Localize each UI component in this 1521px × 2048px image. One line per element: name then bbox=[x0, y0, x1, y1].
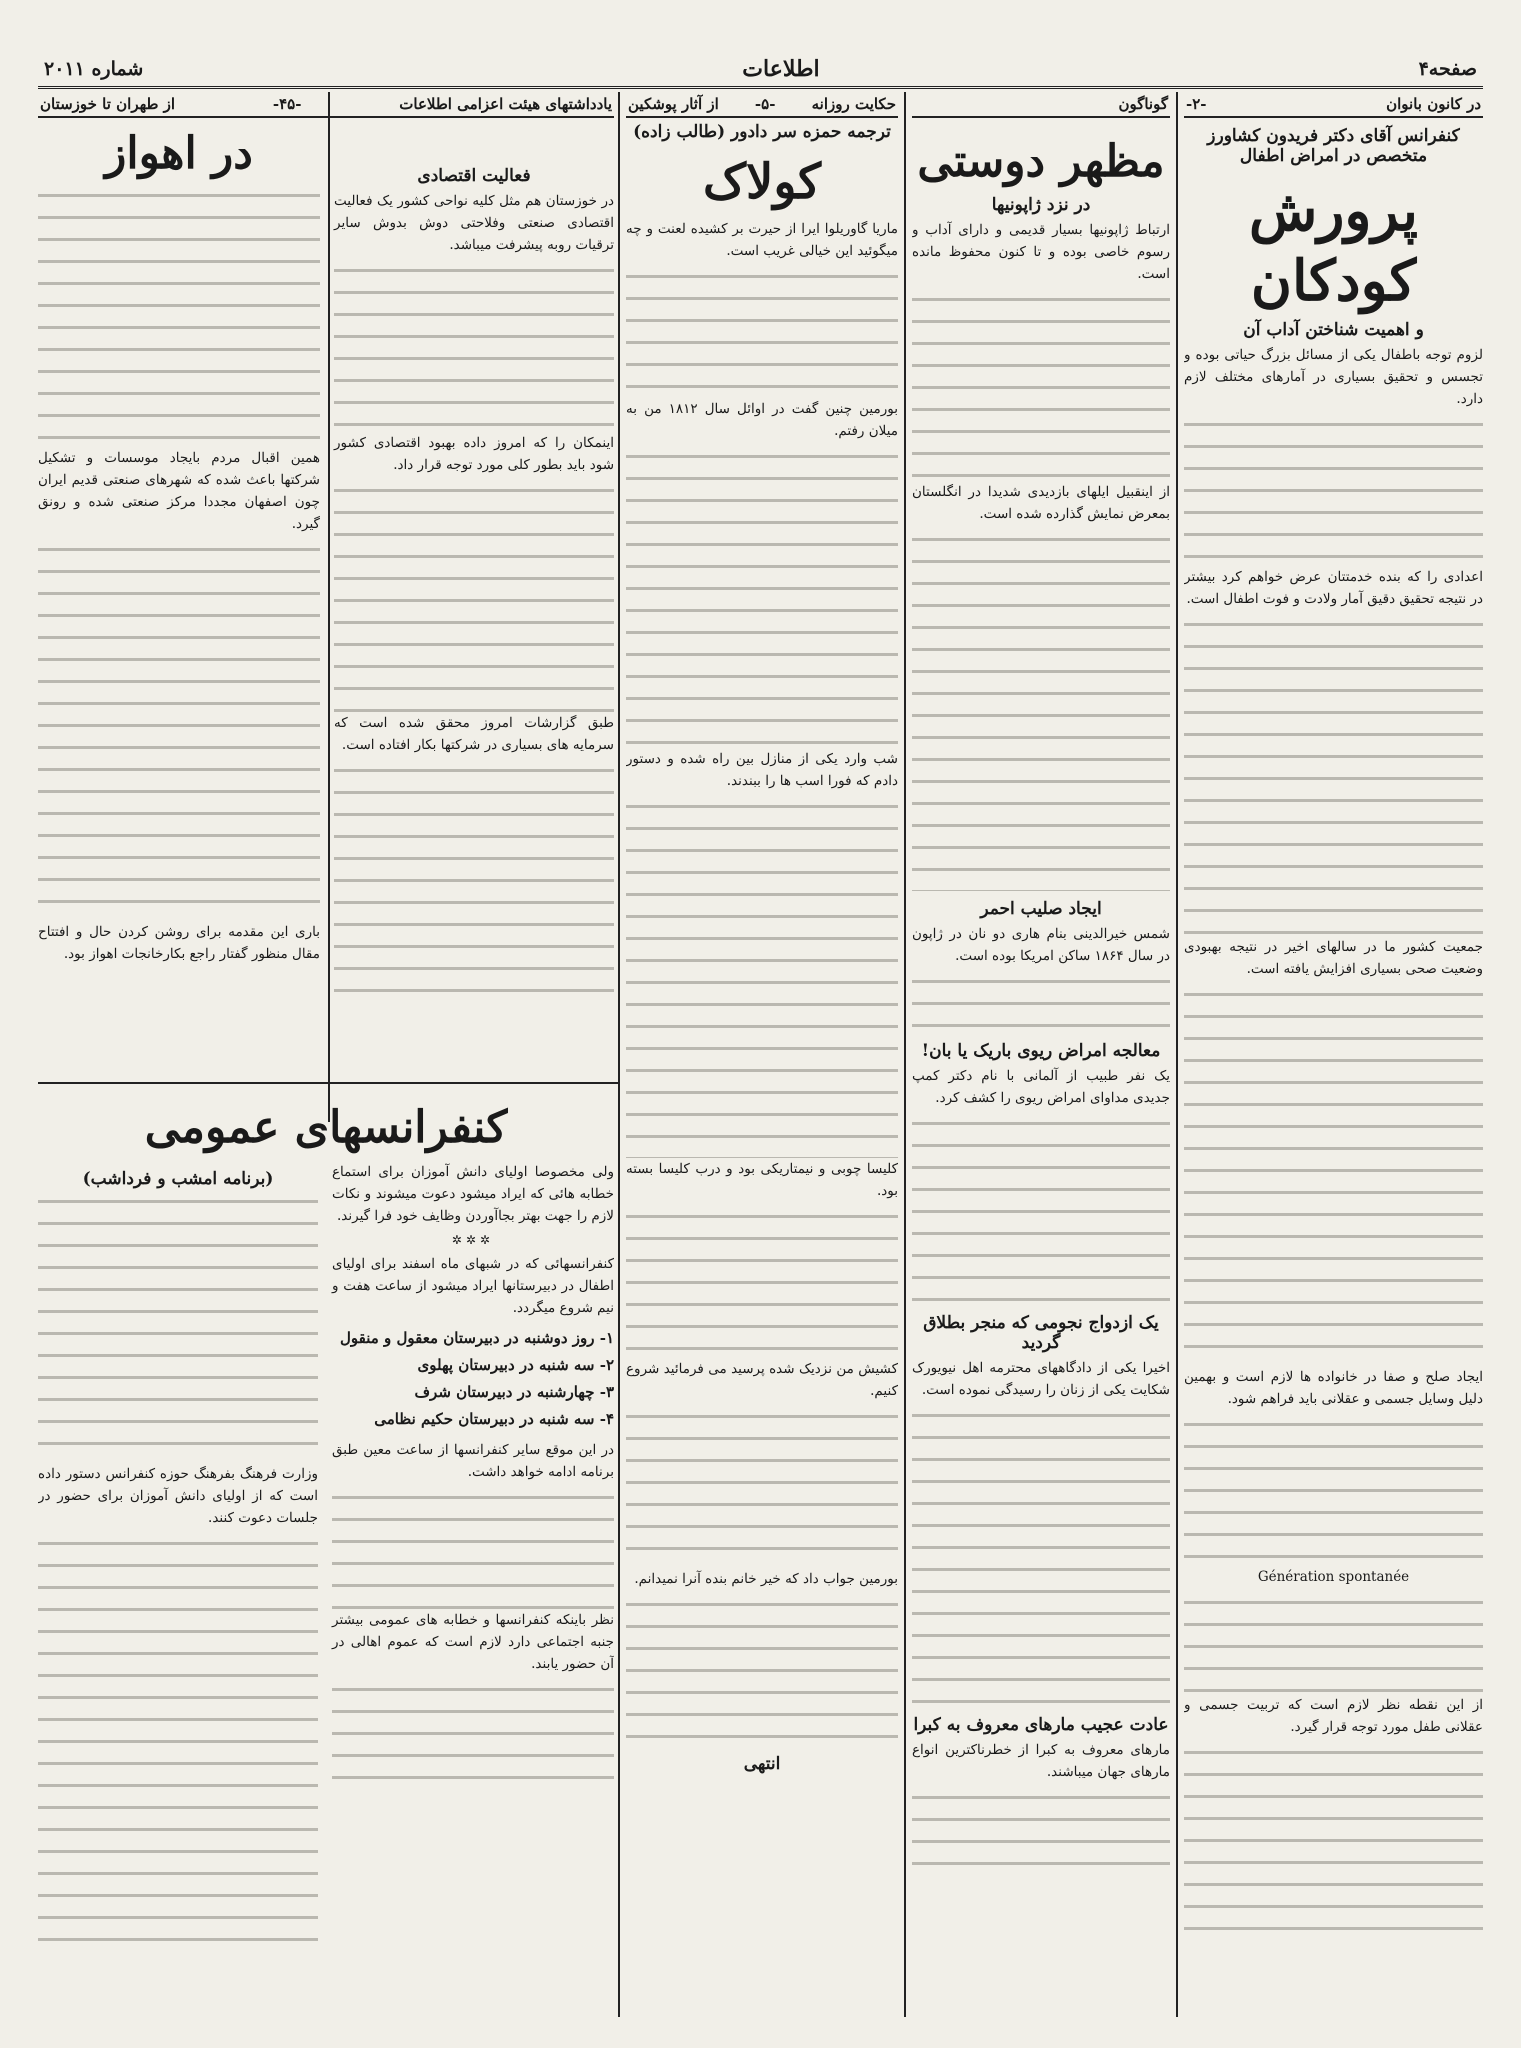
paragraph: ارتباط ژاپونیها بسیار قدیمی و دارای آداب و رسوم خاصی بوده و تا کنون محفوظ مانده است. bbox=[912, 221, 1170, 282]
section-rule bbox=[38, 1082, 618, 1084]
article-title: کنفرانسهای عمومی bbox=[144, 1102, 508, 1153]
paragraph: اخیرا یکی از دادگاههای محترمه اهل نیویورک شکایت یکی از زنان را رسیدگی نموده است. bbox=[912, 1359, 1170, 1398]
paragraph: لزوم توجه باطفال یکی از مسائل بزرگ حیاتی بوده و تجسس و تحقیق بسیاری در آمارهای مختلف لازم دارد. bbox=[1184, 347, 1483, 407]
paragraph: Génération spontanée bbox=[1257, 1569, 1410, 1585]
paragraph: بورمین چنین گفت در اوائل سال ۱۸۱۲ من به میلان رفتم. bbox=[626, 400, 898, 439]
section-heading: معالجه امراض ریوی باریک یا بان! bbox=[921, 1040, 1161, 1061]
paragraph: در این موقع سایر کنفرانسها از ساعت معین طبق برنامه ادامه خواهد داشت. bbox=[332, 1441, 614, 1480]
paragraph: ماریا گاوریلوا ایرا از حیرت بر کشیده لعنت و چه میگوئید این خیالی غریب است. bbox=[626, 220, 898, 259]
section-kicker: گوناگون bbox=[912, 92, 1170, 118]
article-title: در اهواز bbox=[105, 128, 253, 179]
article-title: پرورش کودکان bbox=[1249, 178, 1418, 314]
paragraph: اینمکان را که امروز داده بهبود اقتصادی کشور شود باید بطور کلی مورد توجه قرار داد. bbox=[334, 435, 614, 473]
article-subtitle: و اهمیت شناختن آداب آن bbox=[1243, 320, 1424, 340]
section-kicker: در کانون بانوان -۲- bbox=[1184, 92, 1483, 118]
schedule-item: ۳- چهارشنبه در دبیرستان شرف bbox=[414, 1382, 614, 1401]
paragraph: کنفرانسهائی که در شبهای ماه اسفند برای اولیای اطفال در دبیرستانها ایراد میشود از ساعت هفت و نیم شروع میگردد. bbox=[332, 1255, 614, 1316]
issue-number: شماره ۲۰۱۱ bbox=[44, 58, 144, 80]
paragraph: نظر باینکه کنفرانسها و خطابه های عمومی بیشتر جنبه اجتماعی دارد لازم است که عموم اهالی در آن حضور یابند. bbox=[332, 1611, 614, 1672]
program-heading: (برنامه امشب و فرداشب) bbox=[82, 1168, 274, 1189]
paragraph: از این نقطه نظر لازم است که تربیت جسمی و عقلانی طفل مورد توجه قرار گیرد. bbox=[1184, 1697, 1483, 1735]
paragraph: باری این مقدمه برای روشن کردن حال و افتتاح مقال منظور گفتار راجع بکارخانجات اهواز بود. bbox=[38, 923, 320, 962]
paragraph: در خوزستان هم مثل کلیه نواحی کشور یک فعالیت اقتصادی صنعتی وفلاحتی دوش بدوش سایر ترقیات روبه پیشرفت میباشد. bbox=[334, 193, 614, 253]
paragraph: مارهای معروف به کبرا از خطرناکترین انواع مارهای جهان میباشند. bbox=[912, 1741, 1170, 1780]
paragraph: جمعیت کشور ما در سالهای اخیر در نتیجه بهبودی وضعیت صحی بسیاری افزایش یافته است. bbox=[1184, 939, 1483, 977]
schedule-item: ۲- سه شنبه در دبیرستان پهلوی bbox=[417, 1355, 614, 1374]
paragraph: یک نفر طبیب از آلمانی با نام دکتر کمپ جدیدی مداوای امراض ریوی را کشف کرد. bbox=[912, 1067, 1170, 1106]
section-heading: عادت عجیب مارهای معروف به کبرا bbox=[913, 1714, 1169, 1735]
paragraph: کلیسا چوبی و نیمتاریکی بود و درب کلیسا بسته بود. bbox=[626, 1160, 898, 1199]
section-heading: ایجاد صلیب احمر bbox=[980, 898, 1102, 919]
paragraph: وزارت فرهنگ بفرهنگ حوزه کنفرانس دستور داده است که از اولیای دانش آموزان برای حضور در جلسات دعوت کنند. bbox=[38, 1465, 318, 1526]
paragraph: بورمین جواب داد که خیر خانم بنده آنرا نمیدانم. bbox=[634, 1570, 898, 1587]
paragraph: کشیش من نزدیک شده پرسید می فرمائید شروع کنیم. bbox=[626, 1360, 898, 1399]
story-blizzard bbox=[626, 92, 898, 2017]
section-heading: یک ازدواج نجومی که منجر بطلاق گردید bbox=[923, 1312, 1159, 1353]
schedule-item: ۱- روز دوشنبه در دبیرستان معقول و منقول bbox=[340, 1328, 614, 1347]
masthead bbox=[38, 52, 1483, 89]
story-end: انتهی bbox=[743, 1753, 781, 1774]
story-title: کولاک bbox=[703, 154, 821, 210]
article-title: مظهر دوستی bbox=[917, 136, 1165, 187]
article-intro: کنفرانس آقای دکتر فریدون کشاورز متخصص در امراض اطفال bbox=[1207, 126, 1460, 166]
paragraph: اعدادی را که بنده خدمتتان عرض خواهم کرد بیشتر در نتیجه تحقیق دقیق آمار ولادت و فوت اطفال است. bbox=[1184, 569, 1483, 607]
paragraph: طبق گزارشات امروز محقق شده است که سرمایه های بسیاری در شرکتها بکار افتاده است. bbox=[334, 715, 614, 753]
column-rule bbox=[904, 92, 906, 2017]
article-child-rearing bbox=[1184, 92, 1483, 2017]
byline: ترجمه حمزه سر دادور (طالب زاده) bbox=[633, 122, 891, 142]
paper-name: اطلاعات bbox=[742, 56, 820, 82]
paragraph: همین اقبال مردم بایجاد موسسات و تشکیل شرکتها باعث شده که شهرهای صنعتی قدیم ایران چون اصفهان مجددا مرکز صنعتی شده و رونق گیرد. bbox=[38, 449, 320, 532]
article-friendship bbox=[912, 92, 1170, 2017]
conference-schedule bbox=[332, 1325, 614, 1433]
ornament: ✲✲✲ bbox=[451, 1232, 495, 1247]
section-kicker: یادداشتهای هیئت اعزامی اطلاعات -۴۵- از طهران تا خوزستان bbox=[38, 92, 614, 118]
article-conferences bbox=[38, 1092, 614, 2017]
page-number: صفحه۴ bbox=[1418, 58, 1477, 80]
section-heading: فعالیت اقتصادی bbox=[417, 166, 531, 186]
paragraph: ولی مخصوصا اولیای دانش آموزان برای استماع خطابه هائی که ایراد میشود دعوت میشوند و نکات لازم را جهت بهتر بجاآوردن وظایف خود فرا گیرند. bbox=[332, 1163, 614, 1224]
paragraph: شب وارد یکی از منازل بین راه شده و دستور دادم که فورا اسب ها را ببندند. bbox=[626, 750, 898, 789]
column-rule bbox=[618, 92, 620, 2017]
schedule-item: ۴- سه شنبه در دبیرستان حکیم نظامی bbox=[374, 1409, 614, 1428]
paragraph: از اینقبیل ایلهای بازدیدی شدیدا در انگلستان بمعرض نمایش گذارده شده است. bbox=[912, 483, 1170, 522]
paragraph: ایجاد صلح و صفا در خانواده ها لازم است و بهمین دلیل وسایل جسمی و عقلانی باید فراهم شود. bbox=[1184, 1369, 1483, 1407]
column-rule bbox=[1176, 92, 1178, 2017]
article-subtitle: در نزد ژاپونیها bbox=[991, 194, 1091, 215]
paragraph: شمس خیرالدینی بنام هاری دو نان در ژاپون در سال ۱۸۶۴ ساکن امریکا بوده است. bbox=[912, 925, 1170, 964]
article-ahvaz bbox=[38, 92, 614, 1077]
section-kicker: حکایت روزانه -۵- از آثار پوشکین bbox=[626, 92, 898, 118]
newspaper-page bbox=[38, 52, 1483, 2017]
